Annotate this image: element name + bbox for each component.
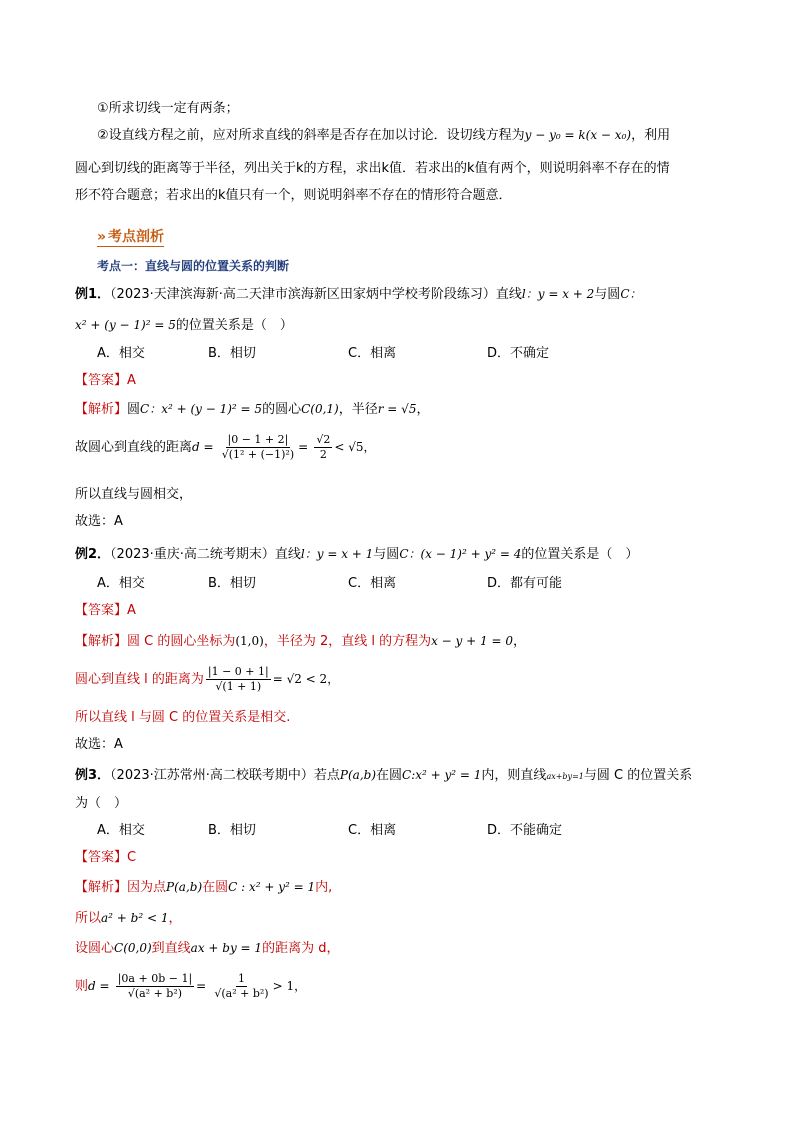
ex2-a2m: x − y + 1 = 0 — [431, 634, 513, 648]
ex2-option-b[interactable]: B．相切 — [208, 576, 256, 591]
ex1-a1a: 圆 — [127, 402, 141, 417]
ex2-frac-den: √(1 + 1) — [215, 680, 262, 693]
ex2-a1: 圆 C 的圆心坐标为 — [127, 634, 236, 649]
ex1-a1b: C：x² + (y − 1)² = 5 — [140, 402, 263, 416]
ex3-source: （2023·江苏常州·高二校联考期中）若点 — [110, 768, 340, 783]
ex1-option-b[interactable]: B．相切 — [208, 346, 256, 361]
ex1-frac2-den: 2 — [319, 448, 327, 461]
ex3-a3: 设圆心 — [75, 941, 115, 956]
ex2-circle: C：(x − 1)² + y² = 4 — [399, 547, 522, 561]
ex3-a1c: C : x² + y² = 1 — [228, 880, 316, 894]
ex3-analysis-4 — [75, 968, 306, 1005]
ex3-a4eq: = — [196, 979, 207, 993]
ex3-tail: 与圆 C 的位置关系 — [583, 768, 693, 783]
ex3-frac1-num: |0a + 0b − 1| — [117, 972, 193, 985]
ex3-a2t: ， — [168, 911, 182, 926]
ex3-a2m: a² + b² < 1 — [101, 911, 169, 925]
intro-line-2-tail: ，利用 — [631, 128, 671, 143]
ex2-frac-num: |1 − 0 + 1| — [207, 665, 269, 678]
intro-line-1: ①所求切线一定有两条； — [97, 101, 239, 116]
ex2-stem — [75, 545, 638, 564]
ex3-circle: C:x² + y² = 1 — [402, 768, 482, 782]
ex1-frac1-den: √(1² + (−1)²) — [221, 448, 295, 461]
ex3-a1p: P(a,b) — [166, 880, 203, 894]
ex1-circle: C： — [620, 287, 642, 301]
ex1-analysis-1 — [75, 400, 429, 419]
ex3-point: P(a,b) — [339, 768, 376, 782]
ex2-label: 例2． — [75, 547, 111, 562]
ex2-a1m: (1,0) — [235, 634, 264, 648]
ex2-a2: ，半径为 2，直线 l 的方程为 — [263, 634, 432, 649]
ex2-distance — [75, 662, 339, 697]
ex1-frac1-num: |0 − 1 + 2| — [227, 433, 289, 446]
ex2-line: l：y = x + 1 — [300, 547, 374, 561]
ex3-in2: 内，则直线 — [481, 768, 547, 783]
ex3-a1d: 内, — [315, 880, 333, 895]
ex1-conclusion: 所以直线与圆相交， — [75, 487, 193, 502]
ex1-option-d[interactable]: D．不确定 — [487, 346, 550, 361]
ex1-dist-eq: = — [298, 440, 309, 454]
ex2-option-d[interactable]: D．都有可能 — [487, 576, 563, 591]
ex3-in: 在圆 — [376, 768, 403, 783]
ex3-a3b: 到直线 — [151, 941, 191, 956]
intro-line-4: 形不符合题意；若求出的k值只有一个，则说明斜率不存在的情形符合题意． — [75, 188, 512, 203]
ex2-dist-text: 圆心到直线 l 的距离为 — [75, 672, 204, 687]
ex3-frac2-den: √(a² + b²) — [214, 987, 269, 1000]
ex1-choose: 故选：A — [75, 514, 123, 529]
ex3-stem — [75, 766, 692, 786]
ex3-fraction-2 — [212, 972, 270, 1001]
ex3-a1: 因为点 — [127, 880, 167, 895]
ex1-answer-value: A — [127, 373, 136, 388]
ex2-source: （2023·重庆·高二统考期末）直线 — [110, 547, 301, 562]
ex3-answer-tag: 【答案】 — [75, 850, 128, 865]
ex3-fraction-1 — [116, 972, 194, 1001]
tangent-equation: y − y₀ = k(x − x₀) — [524, 128, 632, 142]
ex2-analysis-1 — [75, 632, 526, 651]
double-chevron-icon: » — [97, 229, 107, 245]
ex2-answer-tag: 【答案】 — [75, 603, 128, 618]
ex1-fraction-2 — [314, 433, 332, 462]
ex1-a1c: 的圆心 — [262, 402, 302, 417]
ex3-option-d[interactable]: D．不能确定 — [487, 823, 563, 838]
ex1-stem — [75, 285, 642, 304]
topic-title: 考点一：直线与圆的位置关系的判断 — [97, 259, 290, 273]
ex3-a3l: ax + by = 1 — [190, 941, 263, 955]
ex3-stem-2: 为（ ） — [75, 796, 128, 811]
ex2-dist-tail: = √2 < 2， — [272, 672, 340, 686]
ex1-source: （2023·天津滨海新·高二天津市滨海新区田家炳中学校考阶段练习）直线 — [110, 287, 522, 302]
ex2-a3: ， — [512, 634, 526, 649]
ex3-a3c: C(0,0) — [114, 941, 152, 955]
ex3-a4tail: > 1， — [272, 979, 307, 993]
ex3-a4: 则 — [75, 979, 89, 994]
ex2-mid: 与圆 — [373, 547, 400, 562]
intro-line-2 — [97, 126, 670, 145]
ex2-choose — [75, 736, 123, 754]
ex3-line: ax+by=1 — [546, 772, 584, 781]
ex3-a2: 所以 — [75, 911, 102, 926]
ex2-answer — [75, 602, 136, 620]
ex2-tail: 的位置关系是（ ） — [521, 547, 639, 562]
ex3-option-a[interactable]: A．相交 — [97, 823, 145, 838]
ex3-option-c[interactable]: C．相离 — [348, 823, 397, 838]
ex2-analysis-tag: 【解析】 — [75, 634, 128, 649]
intro-line-2-text: ②设直线方程之前，应对所求直线的斜率是否存在加以讨论．设切线方程为 — [97, 128, 525, 143]
ex1-question: 的位置关系是（ ） — [175, 318, 293, 333]
ex1-dist-d: d = — [192, 440, 214, 454]
ex3-analysis-1 — [75, 878, 332, 897]
ex1-label: 例1． — [75, 287, 111, 302]
ex1-circle-eq: x² + (y − 1)² = 5 — [75, 318, 176, 332]
section-title — [97, 228, 164, 247]
ex1-dist-text: 故圆心到直线的距离 — [75, 440, 193, 455]
ex1-frac2-num: √2 — [316, 433, 331, 446]
ex3-a3t: 的距离为 d， — [262, 941, 340, 956]
ex1-answer — [75, 372, 136, 390]
ex3-analysis-3 — [75, 939, 339, 958]
ex1-a1f: r = √5 — [377, 402, 417, 416]
ex2-option-c[interactable]: C．相离 — [348, 576, 397, 591]
ex2-choose-text: 故选：A — [75, 737, 123, 752]
ex3-analysis-2 — [75, 909, 182, 928]
ex1-line: l：y = x + 2 — [521, 287, 595, 301]
ex3-a1b: 在圆 — [202, 880, 229, 895]
ex1-a1e: ，半径 — [338, 402, 378, 417]
ex1-stem-2 — [75, 316, 293, 335]
ex1-answer-tag: 【答案】 — [75, 373, 128, 388]
section-title-text: 考点剖析 — [108, 229, 165, 245]
ex3-answer-value: C — [127, 850, 137, 865]
intro-line-3: 圆心到切线的距离等于半径，列出关于k的方程，求出k值．若求出的k值有两个，则说明斜率不存在的情 — [75, 161, 670, 176]
ex3-frac1-den: √(a² + b²) — [127, 987, 183, 1000]
ex2-conclusion: 所以直线 l 与圆 C 的位置关系是相交. — [75, 710, 291, 725]
ex1-option-c[interactable]: C．相离 — [348, 346, 397, 361]
ex3-answer — [75, 849, 136, 867]
ex1-to-circle: 与圆 — [594, 287, 621, 302]
ex1-dist-tail: < √5， — [334, 440, 376, 454]
ex3-a4d: d = — [88, 979, 110, 993]
ex2-fraction — [206, 665, 271, 694]
ex1-a1g: ， — [416, 402, 430, 417]
ex3-label: 例3． — [75, 768, 111, 783]
ex1-option-a[interactable]: A．相交 — [97, 346, 145, 361]
ex1-distance — [75, 430, 376, 465]
ex1-analysis-tag: 【解析】 — [75, 402, 128, 417]
ex1-fraction-1 — [220, 433, 296, 462]
ex3-frac2-num: 1 — [237, 972, 245, 985]
ex3-analysis-tag: 【解析】 — [75, 880, 128, 895]
ex2-option-a[interactable]: A．相交 — [97, 576, 145, 591]
ex1-a1d: C(0,1) — [301, 402, 339, 416]
ex2-answer-value: A — [127, 603, 136, 618]
ex3-option-b[interactable]: B．相切 — [208, 823, 256, 838]
